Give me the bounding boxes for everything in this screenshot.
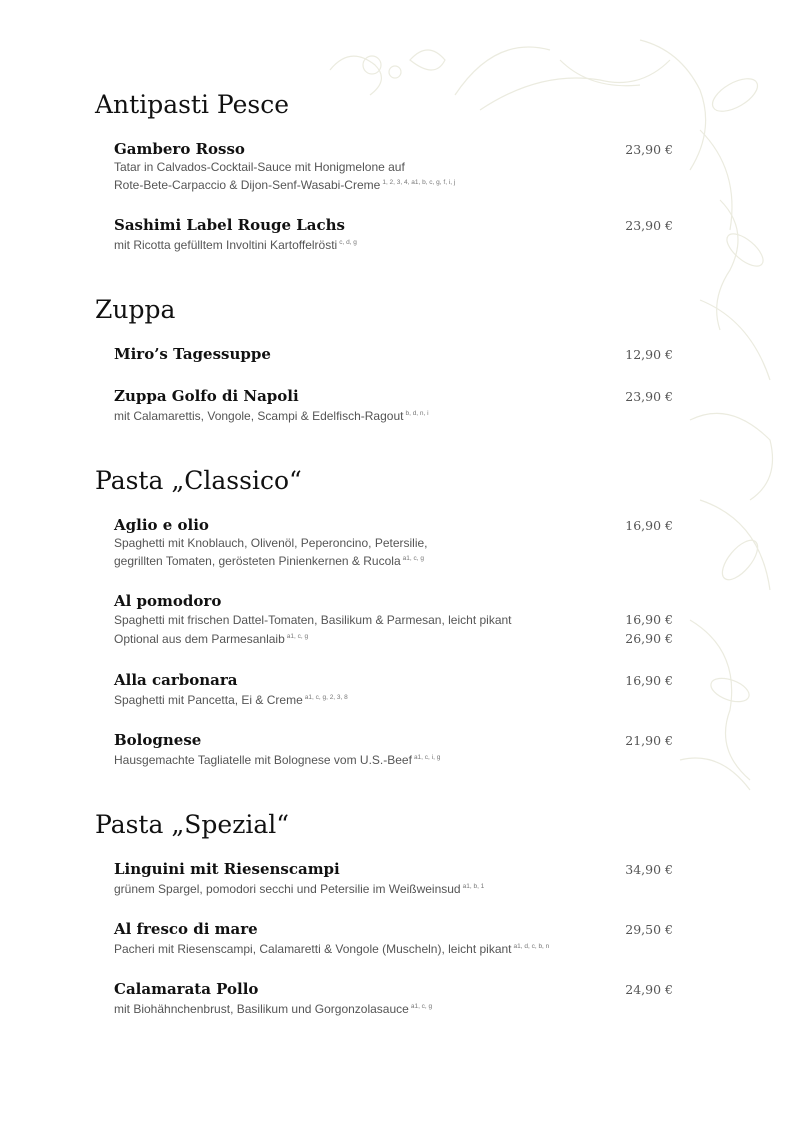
menu-section bbox=[95, 808, 695, 1017]
dish-description bbox=[114, 879, 673, 897]
dish-description bbox=[114, 535, 673, 551]
dish-name: Sashimi Label Rouge Lachs bbox=[114, 216, 345, 234]
item-header bbox=[114, 344, 673, 364]
dish-name: Zuppa Golfo di Napoli bbox=[114, 387, 299, 405]
description-text: Pacheri mit Riesenscampi, Calamaretti & Vongole (Muscheln), leicht pikant bbox=[114, 942, 512, 956]
priced-description-line bbox=[114, 629, 673, 648]
menu-item bbox=[114, 215, 673, 253]
item-header bbox=[114, 859, 673, 879]
menu-item bbox=[114, 979, 673, 1017]
dish-name: Miro’s Tagessuppe bbox=[114, 345, 271, 363]
dish-price: 23,90 € bbox=[625, 218, 673, 233]
menu-item bbox=[114, 730, 673, 768]
dish-price: 21,90 € bbox=[625, 733, 673, 748]
dish-name: Calamarata Pollo bbox=[114, 980, 259, 998]
allergen-codes: a1, c, g, 2, 3, 8 bbox=[304, 694, 348, 701]
description-text: mit Ricotta gefülltem Involtini Kartoffelrösti bbox=[114, 238, 338, 252]
description-text: Spaghetti mit Knoblauch, Olivenöl, Peperoncino, Petersilie, bbox=[114, 536, 428, 550]
menu-page bbox=[95, 88, 695, 1057]
description-text: Optional aus dem Parmesanlaib bbox=[114, 632, 285, 646]
allergen-codes: b, d, n, i bbox=[405, 410, 429, 417]
menu-item bbox=[114, 515, 673, 569]
allergen-codes: a1, d, c, b, n bbox=[513, 943, 550, 950]
dish-price: 29,50 € bbox=[625, 922, 673, 937]
menu-item bbox=[114, 344, 673, 364]
allergen-codes: a1, b, 1 bbox=[462, 883, 485, 890]
item-header bbox=[114, 979, 673, 999]
dish-name: Bolognese bbox=[114, 731, 202, 749]
item-header bbox=[114, 670, 673, 690]
menu-item bbox=[114, 139, 673, 193]
description-text: mit Biohähnchenbrust, Basilikum und Gorgonzolasauce bbox=[114, 1002, 409, 1016]
allergen-codes: a1, c, i, g bbox=[413, 754, 441, 761]
menu-item bbox=[114, 386, 673, 424]
item-header bbox=[114, 139, 673, 159]
description-text: grünem Spargel, pomodori secchi und Petersilie im Weißweinsud bbox=[114, 882, 461, 896]
dish-description bbox=[114, 612, 512, 628]
dish-description bbox=[114, 175, 673, 193]
description-text: Spaghetti mit frischen Dattel-Tomaten, Basilikum & Parmesan, leicht pikant bbox=[114, 613, 512, 627]
menu-item bbox=[114, 919, 673, 957]
dish-name: Linguini mit Riesenscampi bbox=[114, 860, 340, 878]
dish-description bbox=[114, 159, 673, 175]
priced-description-line bbox=[114, 611, 673, 629]
dish-description bbox=[114, 939, 673, 957]
menu-item bbox=[114, 670, 673, 708]
dish-price: 16,90 € bbox=[625, 673, 673, 688]
dish-name: Gambero Rosso bbox=[114, 140, 245, 158]
item-header bbox=[114, 591, 673, 611]
dish-price: 26,90 € bbox=[625, 631, 673, 646]
dish-price: 12,90 € bbox=[625, 347, 673, 362]
item-header bbox=[114, 515, 673, 535]
menu-section bbox=[95, 464, 695, 768]
description-text: Rote-Bete-Carpaccio & Dijon-Senf-Wasabi-Creme bbox=[114, 178, 381, 192]
allergen-codes: 1, 2, 3, 4, a1, b, c, g, f, i, j bbox=[382, 179, 456, 186]
allergen-codes: c, d, g bbox=[339, 239, 357, 246]
item-header bbox=[114, 215, 673, 235]
menu-section bbox=[95, 293, 695, 424]
dish-description bbox=[114, 551, 673, 569]
item-header bbox=[114, 386, 673, 406]
section-title: Zuppa bbox=[95, 295, 176, 324]
allergen-codes: a1, c, g bbox=[410, 1003, 433, 1010]
dish-price: 34,90 € bbox=[625, 862, 673, 877]
section-title: Pasta „Classico“ bbox=[95, 466, 302, 495]
dish-price: 24,90 € bbox=[625, 982, 673, 997]
section-title: Pasta „Spezial“ bbox=[95, 810, 290, 839]
menu-item bbox=[114, 859, 673, 897]
dish-name: Al pomodoro bbox=[114, 592, 222, 610]
item-header bbox=[114, 730, 673, 750]
dish-price: 23,90 € bbox=[625, 142, 673, 157]
dish-name: Al fresco di mare bbox=[114, 920, 258, 938]
dish-description bbox=[114, 406, 673, 424]
dish-name: Aglio e olio bbox=[114, 516, 209, 534]
menu-section bbox=[95, 88, 695, 253]
allergen-codes: a1, c, g bbox=[286, 633, 309, 640]
item-header bbox=[114, 919, 673, 939]
description-text: Hausgemachte Tagliatelle mit Bolognese vom U.S.-Beef bbox=[114, 753, 412, 767]
allergen-codes: a1, c, g bbox=[402, 555, 424, 562]
description-text: Spaghetti mit Pancetta, Ei & Creme bbox=[114, 693, 303, 707]
description-text: mit Calamarettis, Vongole, Scampi & Edelfisch-Ragout bbox=[114, 409, 404, 423]
menu-item bbox=[114, 591, 673, 648]
dish-description bbox=[114, 235, 673, 253]
description-text: Tatar in Calvados-Cocktail-Sauce mit Honigmelone auf bbox=[114, 160, 405, 174]
dish-description bbox=[114, 750, 673, 768]
dish-description bbox=[114, 629, 308, 647]
dish-price: 16,90 € bbox=[625, 612, 673, 627]
section-title: Antipasti Pesce bbox=[95, 90, 290, 119]
dish-price: 23,90 € bbox=[625, 389, 673, 404]
dish-description bbox=[114, 690, 673, 708]
dish-price: 16,90 € bbox=[625, 518, 673, 533]
description-text: gegrillten Tomaten, gerösteten Pinienkernen & Rucola bbox=[114, 554, 401, 568]
dish-name: Alla carbonara bbox=[114, 671, 238, 689]
dish-description bbox=[114, 999, 673, 1017]
